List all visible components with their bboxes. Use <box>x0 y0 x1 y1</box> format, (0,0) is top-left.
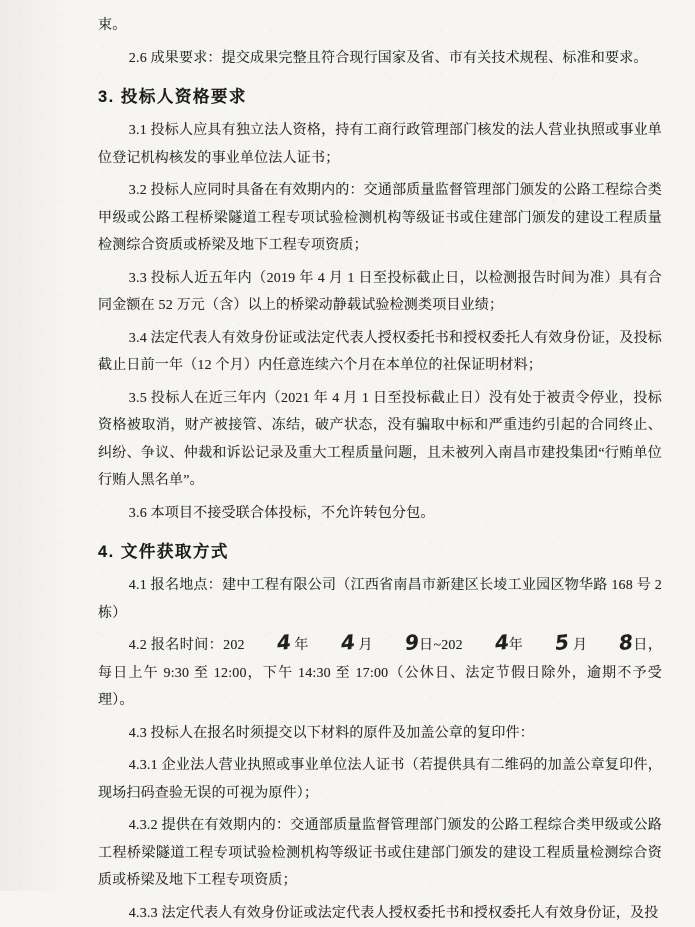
paragraph-4-3-2: 4.3.2 提供在有效期内的：交通部质量监督管理部门颁发的公路工程综合类甲级或公路工程桥梁隧道工程专项试验检测机构等级证书或住建部门颁发的建设工程质量检测综合资质或桥梁及地下工程专项资质； <box>98 812 662 895</box>
paragraph-2-6: 2.6 成果要求：提交成果完整且符合现行国家及省、市有关技术规程、标准和要求。 <box>98 45 662 73</box>
paragraph-3-6: 3.6 本项目不接受联合体投标，不允许转包分包。 <box>98 500 662 528</box>
paragraph-4-2-print-segment: 4.2 报名时间：202 <box>129 638 245 653</box>
paragraph-4-2-print-segment: 年 <box>509 638 524 653</box>
handwritten-day-digit: 9 <box>373 632 419 656</box>
paragraph-3-4: 3.4 法定代表人有效身份证或法定代表人授权委托书和授权委托人有效身份证，及投标截止日前一年（12 个月）内任意连续六个月在本单位的社保证明材料； <box>98 325 662 380</box>
paragraph-4-3-1: 4.3.1 企业法人营业执照或事业单位法人证书（若提供具有二维码的加盖公章复印件，现场扫码查验无误的可视为原件）； <box>98 752 662 807</box>
paragraph-3-3: 3.3 投标人近五年内（2019 年 4 月 1 日至投标截止日，以检测报告时间为准）具有合同金额在 52 万元（含）以上的桥梁动静载试验检测类项目业绩； <box>98 265 662 320</box>
paragraph-3-2: 3.2 投标人应同时具备在有效期内的：交通部质量监督管理部门颁发的公路工程综合类甲级或公路工程桥梁隧道工程专项试验检测机构等级证书或住建部门颁发的建设工程质量检测综合资质或桥梁及地下工程专项资质； <box>98 177 662 260</box>
paragraph-continuation: 束。 <box>98 12 662 40</box>
paragraph-4-2-print-segment: 日~202 <box>419 638 463 653</box>
section-4-heading: 4. 文件获取方式 <box>98 538 662 562</box>
paragraph-4-3-3: 4.3.3 法定代表人有效身份证或法定代表人授权委托书和授权委托人有效身份证，及投 <box>98 900 662 927</box>
handwritten-month-digit: 5 <box>524 632 570 656</box>
paragraph-3-1: 3.1 投标人应具有独立法人资格，持有工商行政管理部门核发的法人营业执照或事业单位登记机构核发的事业单位法人证书； <box>98 117 662 172</box>
section-3-heading: 3. 投标人资格要求 <box>98 83 662 107</box>
paragraph-4-1: 4.1 报名地点：建中工程有限公司（江西省南昌市新建区长堎工业园区物华路 168 号 2 栋） <box>98 572 662 627</box>
handwritten-day-digit: 8 <box>588 632 634 656</box>
paragraph-4-2-print-segment: 年 <box>290 638 308 653</box>
paragraph-3-5: 3.5 投标人在近三年内（2021 年 4 月 1 日至投标截止日）没有处于被责令停业，投标资格被取消，财产被接管、冻结，破产状态，没有骗取中标和严重违约引起的合同终止、纠纷、争议、仲裁和诉讼记录及重大工程质量问题，且未被列入南昌市建投集团“行贿单位行贿人黑名单”。 <box>98 385 662 495</box>
handwritten-year-digit: 4 <box>463 632 509 656</box>
paragraph-4-2-print-segment: 月 <box>355 638 373 653</box>
paragraph-4-3: 4.3 投标人在报名时须提交以下材料的原件及加盖公章的复印件： <box>98 720 662 748</box>
paragraph-4-2-print-segment: 日，每日上午 9:30 至 12:00，下午 14:30 至 17:00（公休日、法定节假日除外，逾期不予受理）。 <box>98 638 662 708</box>
handwritten-year-digit: 4 <box>245 632 291 656</box>
paragraph-4-2 <box>98 632 662 715</box>
handwritten-month-digit: 4 <box>309 632 355 656</box>
paragraph-4-2-print-segment: 月 <box>569 638 587 653</box>
